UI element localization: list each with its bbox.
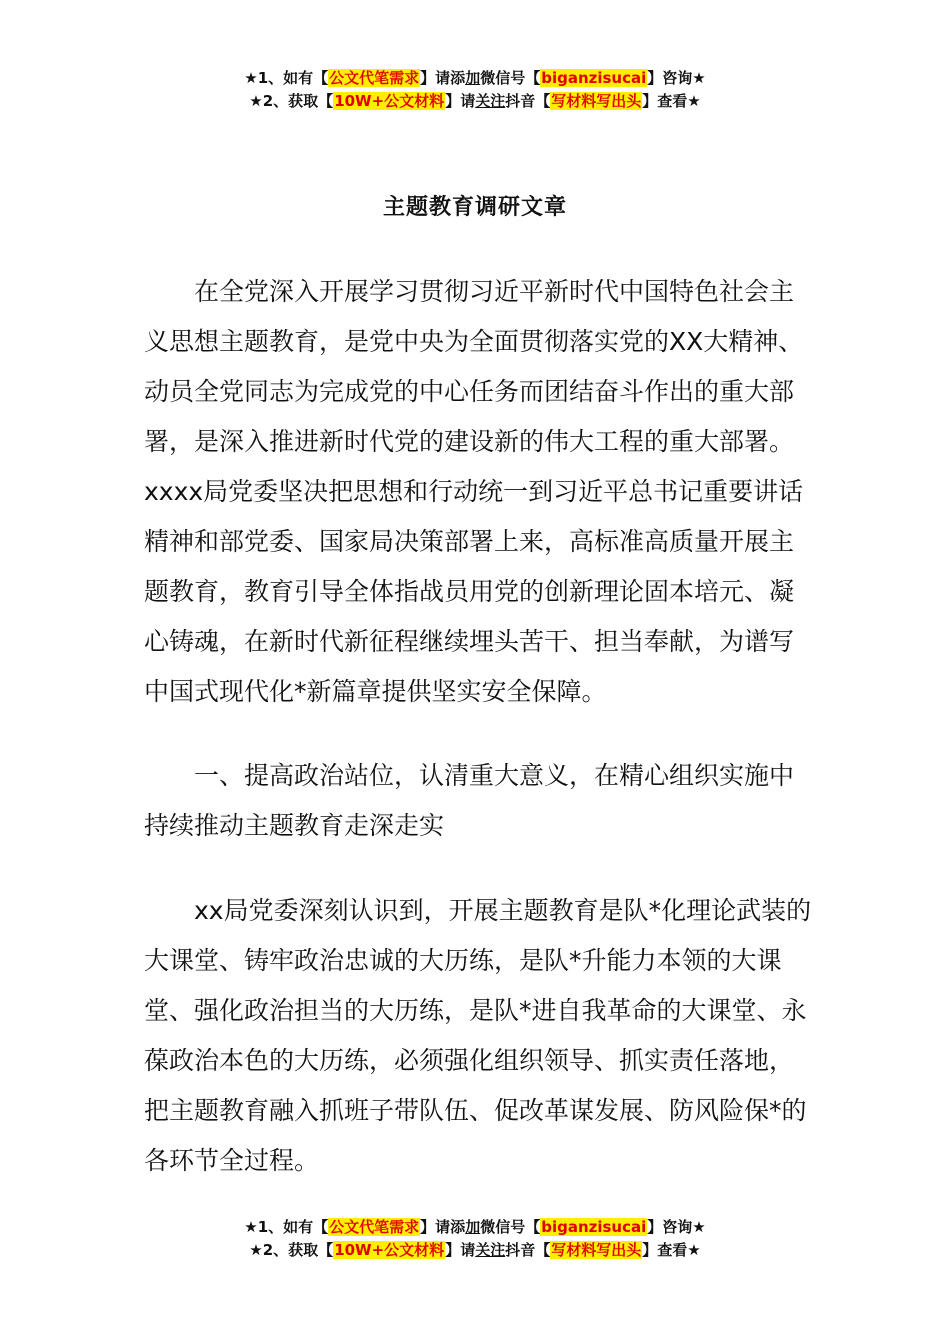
highlight-materials: 10W+公文材料: [334, 92, 445, 110]
banner-text: ★2、获取【: [249, 1241, 334, 1259]
banner-text: 】咨询★: [647, 69, 706, 87]
highlight-douyin-account: 写材料写出头: [551, 92, 642, 110]
banner-text: 】查看★: [642, 92, 701, 110]
underlined-text: 关注: [475, 1241, 506, 1259]
banner-text: 】请: [445, 1241, 476, 1259]
highlight-wechat-id: biganzisucai: [541, 69, 647, 87]
banner-line-2: [0, 1239, 950, 1262]
banner-text: 】请添: [420, 1218, 466, 1236]
banner-text: 微信号【: [480, 69, 541, 87]
footer-banner: [0, 1216, 950, 1262]
underlined-text: 加: [465, 1218, 481, 1236]
banner-line-1: [0, 67, 950, 90]
banner-text: ★1、如有【: [244, 1218, 329, 1236]
banner-text: 抖音【: [505, 92, 551, 110]
highlight-service: 公文代笔需求: [329, 69, 420, 87]
banner-text: ★1、如有【: [244, 69, 329, 87]
banner-text: 】请添: [420, 69, 466, 87]
underlined-text: 加: [465, 69, 481, 87]
body-paragraph: xx局党委深刻认识到，开展主题教育是队*化理论武装的大课堂、铸牢政治忠诚的大历练，是队*升能力本领的大课堂、强化政治担当的大历练，是队*进自我革命的大课堂、永葆政治本色的大历练，必须强化组织领导、抓实责任落地，把主题教育融入抓班子带队伍、促改革谋发展、防风险保*的各环节全过程。: [144, 896, 812, 1175]
document-title: 主题教育调研文章: [382, 195, 567, 220]
underlined-text: 关注: [475, 92, 506, 110]
banner-line-2: [0, 90, 950, 113]
banner-text: 微信号【: [480, 1218, 541, 1236]
banner-line-1: [0, 1216, 950, 1239]
highlight-materials: 10W+公文材料: [334, 1241, 445, 1259]
intro-paragraph: 在全党深入开展学习贯彻习近平新时代中国特色社会主义思想主题教育，是党中央为全面贯彻落实党的XX大精神、动员全党同志为完成党的中心任务而团结奋斗作出的重大部署，是深入推进新时代党的建设新的伟大工程的重大部署。xxxx局党委坚决把思想和行动统一到习近平总书记重要讲话精神和部党委、国家局决策部署上来，高标准高质量开展主题教育，教育引导全体指战员用党的创新理论固本培元、凝心铸魂，在新时代新征程继续埋头苦干、担当奉献，为谱写中国式现代化*新篇章提供坚实安全保障。: [144, 277, 804, 706]
header-banner: [0, 67, 950, 113]
highlight-wechat-id: biganzisucai: [541, 1218, 647, 1236]
highlight-service: 公文代笔需求: [329, 1218, 420, 1236]
banner-text: 抖音【: [505, 1241, 551, 1259]
banner-text: 】查看★: [642, 1241, 701, 1259]
banner-text: 】请: [445, 92, 476, 110]
banner-text: ★2、获取【: [249, 92, 334, 110]
section-heading: 一、提高政治站位，认清重大意义，在精心组织实施中持续推动主题教育走深走实: [144, 761, 795, 840]
highlight-douyin-account: 写材料写出头: [551, 1241, 642, 1259]
banner-text: 】咨询★: [647, 1218, 706, 1236]
